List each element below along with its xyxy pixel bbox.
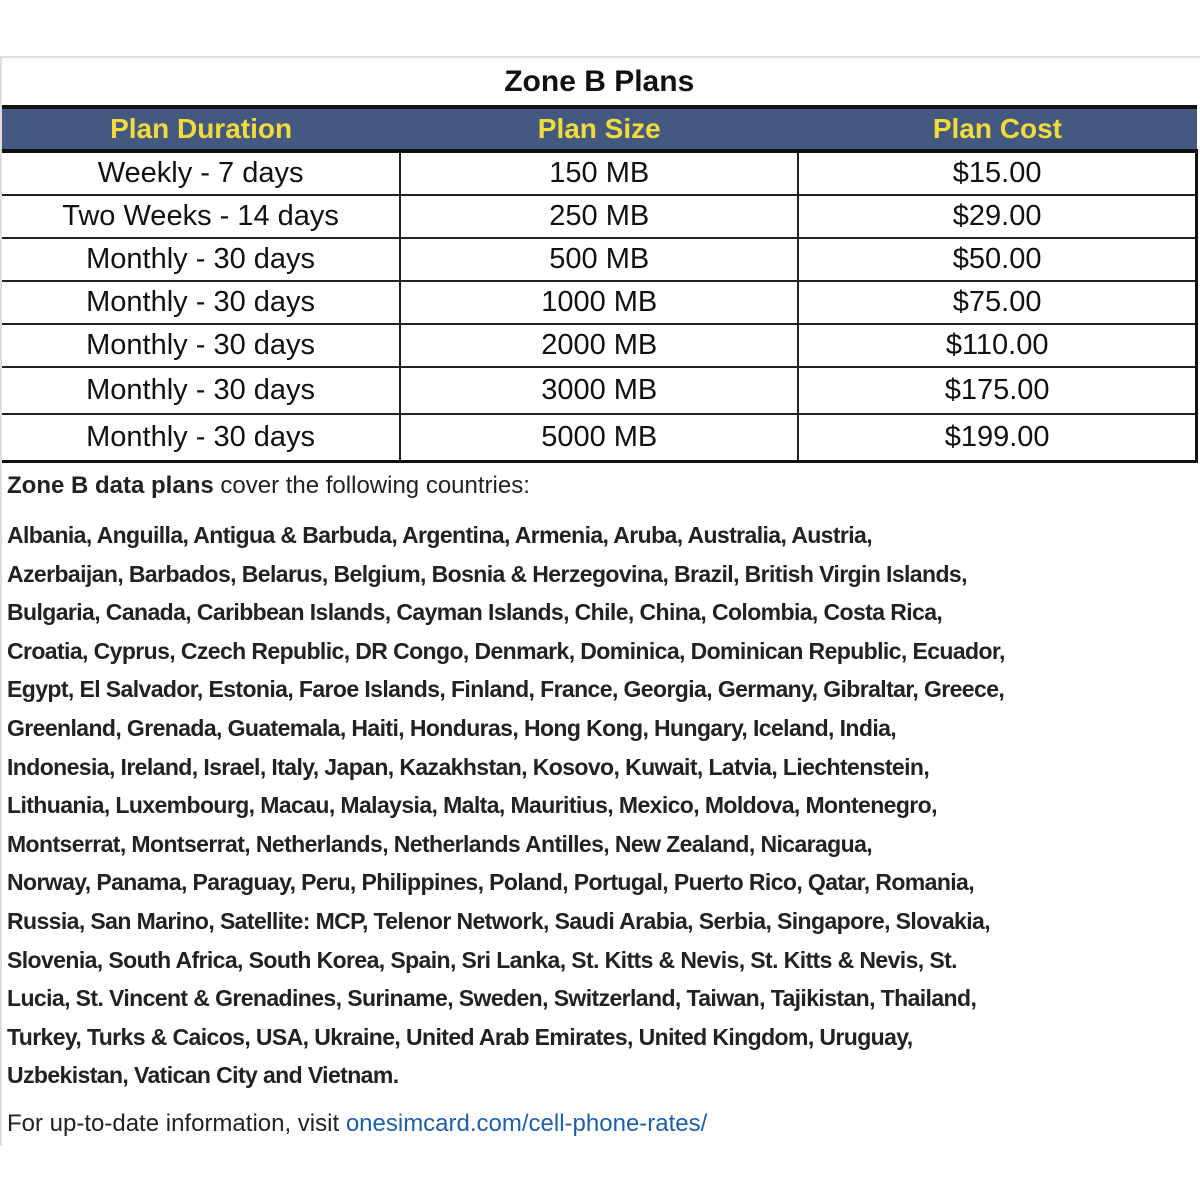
intro-bold: Zone B data plans xyxy=(7,472,214,499)
table-row xyxy=(2,151,1197,195)
country-list-line: Lithuania, Luxembourg, Macau, Malaysia, Malta, Mauritius, Mexico, Moldova, Montenegro, xyxy=(7,792,937,819)
rates-link[interactable]: onesimcard.com/cell-phone-rates/ xyxy=(345,1110,708,1137)
country-list-line: Lucia, St. Vincent & Grenadines, Suriname, Sweden, Switzerland, Taiwan, Tajikistan, Thailand, xyxy=(7,985,977,1012)
plan-size-cell: 5000 MB xyxy=(400,414,798,462)
table-row xyxy=(2,414,1197,462)
table-row xyxy=(2,324,1197,367)
table-header-row xyxy=(2,107,1197,151)
country-list-line: Indonesia, Ireland, Israel, Italy, Japan, Kazakhstan, Kosovo, Kuwait, Latvia, Liechtenstein, xyxy=(7,753,930,780)
plan-duration-cell: Weekly - 7 days xyxy=(2,151,400,195)
plan-size-cell: 3000 MB xyxy=(400,367,798,414)
zone-b-plans-table xyxy=(2,58,1198,463)
plan-cost-cell: $50.00 xyxy=(798,238,1196,281)
country-list-line: Croatia, Cyprus, Czech Republic, DR Congo, Denmark, Dominica, Dominican Republic, Ecuador, xyxy=(7,637,1005,664)
country-list-line: Egypt, El Salvador, Estonia, Faroe Islands, Finland, France, Georgia, Germany, Gibraltar, Greece, xyxy=(7,676,1005,703)
plan-cost-cell: $29.00 xyxy=(798,195,1196,238)
plan-size-cell: 1000 MB xyxy=(400,281,798,324)
intro-rest: cover the following countries: xyxy=(213,472,530,499)
country-list-line: Slovenia, South Africa, South Korea, Spain, Sri Lanka, St. Kitts & Nevis, St. Kitts & Nevis, St. xyxy=(7,946,957,973)
footer-note xyxy=(7,1110,707,1138)
plan-duration-cell: Two Weeks - 14 days xyxy=(2,195,400,238)
table-title: Zone B Plans xyxy=(2,58,1197,107)
plan-cost-cell: $175.00 xyxy=(798,367,1196,414)
table-row xyxy=(2,238,1197,281)
plan-duration-cell: Monthly - 30 days xyxy=(2,414,400,462)
country-list xyxy=(7,516,1005,1095)
plan-duration-cell: Monthly - 30 days xyxy=(2,324,400,367)
coverage-intro xyxy=(7,472,530,500)
plan-cost-cell: $199.00 xyxy=(798,414,1196,462)
country-list-line: Russia, San Marino, Satellite: MCP, Telenor Network, Saudi Arabia, Serbia, Singapore, Slovakia, xyxy=(7,907,990,934)
country-list-line: Bulgaria, Canada, Caribbean Islands, Cayman Islands, Chile, China, Colombia, Costa Rica, xyxy=(7,599,943,626)
plan-duration-cell: Monthly - 30 days xyxy=(2,367,400,414)
plan-cost-cell: $110.00 xyxy=(798,324,1196,367)
country-list-line: Turkey, Turks & Caicos, USA, Ukraine, United Arab Emirates, United Kingdom, Uruguay, xyxy=(7,1023,913,1050)
table-row xyxy=(2,281,1197,324)
plan-size-cell: 2000 MB xyxy=(400,324,798,367)
country-list-line: Azerbaijan, Barbados, Belarus, Belgium, Bosnia & Herzegovina, Brazil, British Virgin Islands, xyxy=(7,560,967,587)
plan-size-cell: 500 MB xyxy=(400,238,798,281)
table-row xyxy=(2,195,1197,238)
plan-cost-cell: $15.00 xyxy=(798,151,1196,195)
country-list-line: Greenland, Grenada, Guatemala, Haiti, Honduras, Hong Kong, Hungary, Iceland, India, xyxy=(7,714,897,741)
plan-size-cell: 250 MB xyxy=(400,195,798,238)
footer-text: For up-to-date information, visit xyxy=(7,1110,346,1137)
plan-size-cell: 150 MB xyxy=(400,151,798,195)
header-plan-duration: Plan Duration xyxy=(2,107,400,151)
header-plan-cost: Plan Cost xyxy=(798,107,1196,151)
country-list-line: Uzbekistan, Vatican City and Vietnam. xyxy=(7,1062,399,1089)
plan-duration-cell: Monthly - 30 days xyxy=(2,238,400,281)
plan-cost-cell: $75.00 xyxy=(798,281,1196,324)
country-list-line: Montserrat, Montserrat, Netherlands, Netherlands Antilles, New Zealand, Nicaragua, xyxy=(7,830,873,857)
table-row xyxy=(2,367,1197,414)
header-plan-size: Plan Size xyxy=(400,107,798,151)
country-list-line: Albania, Anguilla, Antigua & Barbuda, Argentina, Armenia, Aruba, Australia, Austria, xyxy=(7,522,873,548)
plan-duration-cell: Monthly - 30 days xyxy=(2,281,400,324)
country-list-line: Norway, Panama, Paraguay, Peru, Philippines, Poland, Portugal, Puerto Rico, Qatar, Romania, xyxy=(7,869,975,896)
